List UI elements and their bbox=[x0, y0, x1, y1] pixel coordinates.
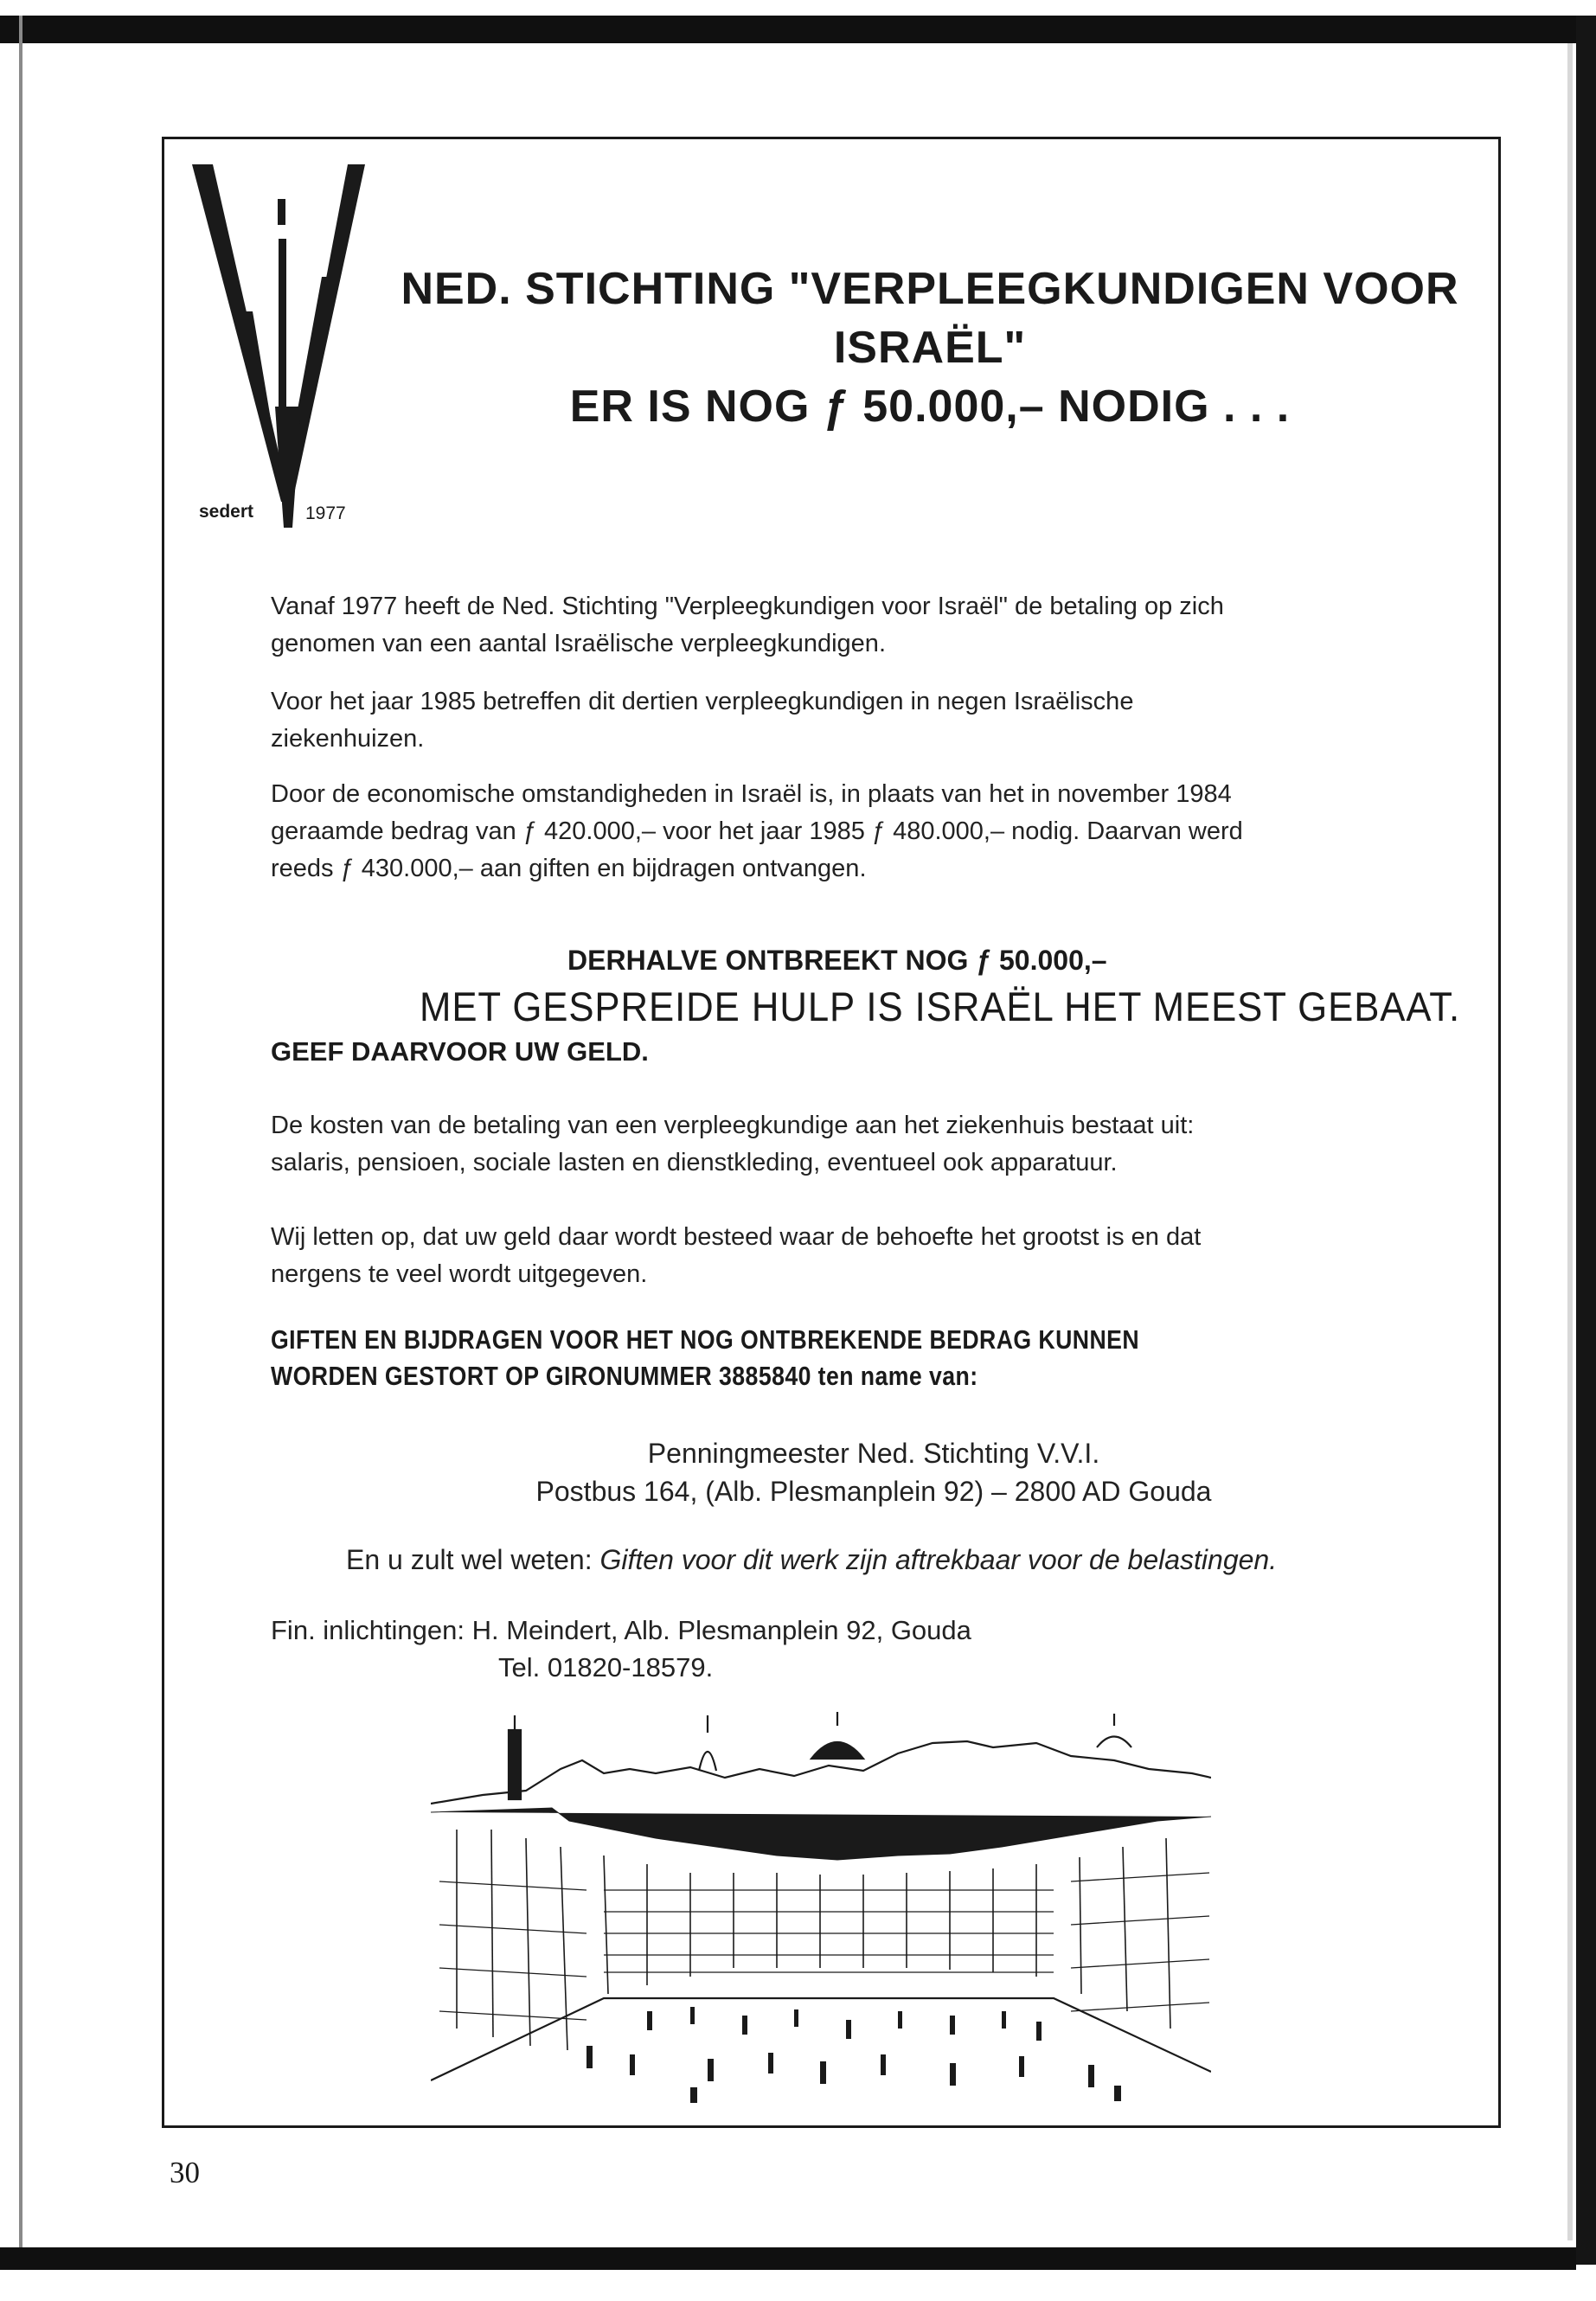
headline-line-3: ER IS NOG ƒ 50.000,– NODIG . . . bbox=[569, 381, 1291, 432]
logo-year: 1977 bbox=[305, 503, 346, 523]
give-money-heading: GEEF DAARVOOR UW GELD. bbox=[271, 1036, 649, 1067]
info-phone-line: Tel. 01820-18579. bbox=[498, 1652, 714, 1682]
scan-border-right bbox=[1576, 16, 1596, 2265]
scan-border-bottom bbox=[0, 2247, 1576, 2270]
giro-line-2: WORDEN GESTORT OP GIRONUMMER 3885840 ten name van: bbox=[271, 1361, 978, 1391]
intro-paragraph: Vanaf 1977 heeft de Ned. Stichting "Verpleegkundigen voor Israël" de betaling op zich genomen van een aantal Israëlische verpleegkundigen. bbox=[271, 593, 1224, 657]
budget-paragraph: Door de economische omstandigheden in Israël is, in plaats van het in november 1984 geraamde bedrag van ƒ 420.000,– voor het jaar 1985 ƒ 480.000,– nodig. Daarvan werd reeds ƒ 430.000,– aan giften en bijdragen ontvangen. bbox=[271, 780, 1243, 882]
spread-help-slogan: MET GESPREIDE HULP IS ISRAËL HET MEEST GEBAAT. bbox=[420, 984, 1461, 1029]
western-wall-illustration bbox=[431, 1708, 1211, 2106]
tax-deductible-note bbox=[346, 1544, 1277, 1576]
headline-line-2: ISRAËL" bbox=[833, 323, 1027, 373]
scan-border-top bbox=[0, 16, 1596, 43]
treasurer-line-2: Postbus 164, (Alb. Plesmanplein 92) – 2800 AD Gouda bbox=[535, 1476, 1212, 1507]
nurses-paragraph: Voor het jaar 1985 betreffen dit dertien verpleegkundigen in negen Israëlische ziekenhuizen. bbox=[271, 688, 1134, 753]
scan-border-left bbox=[19, 16, 22, 2265]
costs-paragraph: De kosten van de betaling van een verpleegkundige aan het ziekenhuis bestaat uit: salaris, pensioen, sociale lasten en dienstkleding, eventueel ook apparatuur. bbox=[271, 1112, 1195, 1176]
vvi-monogram-logo bbox=[173, 147, 372, 554]
headline-line-1: NED. STICHTING "VERPLEEGKUNDIGEN VOOR bbox=[401, 264, 1459, 314]
info-contact-line: Fin. inlichtingen: H. Meindert, Alb. Plesmanplein 92, Gouda bbox=[271, 1615, 971, 1645]
shortfall-heading: DERHALVE ONTBREEKT NOG ƒ 50.000,– bbox=[567, 945, 1107, 976]
headline bbox=[372, 260, 1488, 436]
giro-line-1: GIFTEN EN BIJDRAGEN VOOR HET NOG ONTBREKENDE BEDRAG KUNNEN bbox=[271, 1324, 1140, 1355]
treasurer-address bbox=[484, 1434, 1263, 1510]
tax-note-prefix: En u zult wel weten: bbox=[346, 1544, 600, 1575]
scan-page-edge bbox=[1567, 43, 1573, 2240]
tax-note-italic: Giften voor dit werk zijn aftrekbaar voor de belastingen. bbox=[599, 1544, 1278, 1575]
logo-since-label: sedert bbox=[199, 502, 254, 522]
page-number: 30 bbox=[170, 2156, 200, 2189]
treasurer-line-1: Penningmeester Ned. Stichting V.V.I. bbox=[647, 1438, 1100, 1469]
spending-paragraph: Wij letten op, dat uw geld daar wordt besteed waar de behoefte het grootst is en dat nergens te veel wordt uitgegeven. bbox=[271, 1223, 1202, 1288]
giro-instructions bbox=[271, 1322, 1253, 1394]
